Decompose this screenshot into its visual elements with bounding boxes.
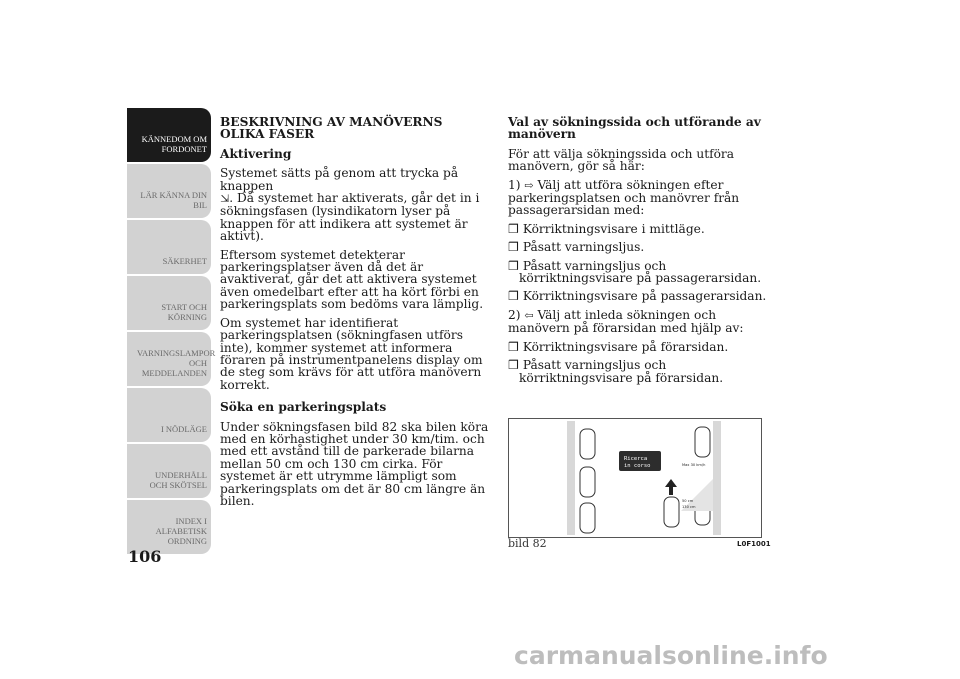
parking-illustration xyxy=(509,419,761,537)
section-heading: Val av sökningssida och utförande av manövern xyxy=(508,115,761,142)
checkbox-glyph: ❒ xyxy=(508,339,519,354)
figure-code: L0F1001 xyxy=(737,540,771,548)
display-line-2: in corso xyxy=(624,463,651,469)
park-assist-icon: ⇲ xyxy=(220,192,230,206)
chapter-sidebar xyxy=(127,108,216,556)
list-item xyxy=(508,359,778,384)
tab-underhall[interactable] xyxy=(127,444,211,498)
paragraph: Under sökningsfasen bild 82 ska bilen köra med en körhastighet under 30 km/tim. och med ett avstånd till de parkerade bilarna mellan 50 cm och 130 cm cirka. För systemet är ett utrymme lämpligt som parkeringsplats om det är 80 cm längre än bilen. xyxy=(220,419,489,508)
figure-caption: bild 82 xyxy=(508,537,547,550)
parked-car xyxy=(580,429,595,459)
tab-kannedom[interactable] xyxy=(127,108,211,162)
checkbox-glyph: ❒ xyxy=(508,240,519,255)
section-heading: BESKRIVNING AV MANÖVERNS OLIKA FASER xyxy=(220,115,443,142)
list-item xyxy=(508,290,778,302)
subheading-aktivering: Aktivering xyxy=(220,146,292,161)
parked-cars-left xyxy=(580,429,595,533)
step-1 xyxy=(508,179,778,217)
moving-car xyxy=(664,497,679,527)
list-item xyxy=(508,223,778,235)
figure-parking-search xyxy=(508,418,762,538)
tab-label: INDEX I ALFABETISK ORDNING xyxy=(155,516,207,546)
paragraph xyxy=(220,167,490,242)
direction-arrow-icon xyxy=(665,479,677,495)
list-item-text: Körriktningsvisare på förarsidan. xyxy=(522,339,729,354)
tab-sakerhet[interactable] xyxy=(127,220,211,274)
tab-label: SÄKERHET xyxy=(162,256,207,266)
paragraph: För att välja sökningssida och utföra manövern, gör så här: xyxy=(508,146,735,174)
list-item-text: Påsatt varningsljus och körriktningsvisare på förarsidan. xyxy=(519,358,724,385)
watermark: carmanualsonline.info xyxy=(514,641,828,670)
paragraph: Eftersom systemet detekterar parkeringsplatser även då det är avaktiverat, går det att aktivera systemet även omedelbart efter att ha kört förbi en parkeringsplats som bedöms vara lämplig. xyxy=(220,247,484,312)
list-item-text: Körriktningsvisare i mittläge. xyxy=(522,221,705,236)
list-item xyxy=(508,241,778,253)
turn-right-icon: ⇨ xyxy=(524,178,534,192)
distance-label-min: 50 cm xyxy=(682,499,694,503)
step-text: Välj att utföra sökningen efter parkeringsplatsen och manövrer från passagerarsidan med: xyxy=(508,177,740,218)
tab-nodlage[interactable] xyxy=(127,388,211,442)
step-2 xyxy=(508,309,778,335)
distance-label-max: 130 cm xyxy=(682,505,696,509)
checkbox-glyph: ❒ xyxy=(508,289,519,304)
curb-left xyxy=(567,421,575,535)
list-item-text: Körriktningsvisare på passagerarsidan. xyxy=(522,289,767,304)
paragraph-text: . Då systemet har aktiverats, går det in i sökningsfasen (lysindikatorn lyser på knappen för att indikera att systemet är aktivt). xyxy=(220,191,480,244)
tab-label: UNDERHÅLL OCH SKÖTSEL xyxy=(149,470,207,490)
list-item-text: Påsatt varningsljus och körriktningsvisare på passagerarsidan. xyxy=(519,258,762,286)
list-item-text: Påsatt varningsljus. xyxy=(522,240,645,255)
paragraph: Om systemet har identifierat parkeringsplatsen (sökningfasen utförs inte), kommer systemet att informera föraren på instrumentpanelens display om de steg som krävs för att utföra manövern korrekt. xyxy=(220,315,483,392)
list-item xyxy=(508,260,778,285)
curb-right xyxy=(713,421,721,535)
tab-label: I NÖDLÄGE xyxy=(160,424,207,434)
paragraph-text: Systemet sätts på genom att trycka på knappen xyxy=(220,166,459,193)
tab-label: KÄNNEDOM OM FORDONET xyxy=(141,134,207,154)
tab-start[interactable] xyxy=(127,276,211,330)
turn-left-icon: ⇦ xyxy=(524,308,534,322)
step-number: 1) xyxy=(508,177,521,192)
page-number: 106 xyxy=(128,547,162,566)
step-text: Välj att inleda sökningen och manövern på förarsidan med hjälp av: xyxy=(508,307,744,336)
subheading-soka: Söka en parkeringsplats xyxy=(220,400,387,415)
tab-label: LÄR KÄNNA DIN BIL xyxy=(140,190,207,210)
tab-label: START OCH KÖRNING xyxy=(161,302,207,322)
checkbox-glyph: ❒ xyxy=(508,358,519,373)
parked-car xyxy=(695,427,710,457)
tab-index[interactable] xyxy=(127,500,211,554)
left-column xyxy=(220,116,490,513)
tab-varningslampor[interactable] xyxy=(127,332,216,386)
step-number: 2) xyxy=(508,307,521,322)
parked-car xyxy=(580,503,595,533)
display-line-1: Ricerca xyxy=(624,456,648,462)
checkbox-glyph: ❒ xyxy=(508,221,519,236)
tab-lar-kanna[interactable] xyxy=(127,164,211,218)
parked-car xyxy=(580,467,595,497)
list-item xyxy=(508,341,778,353)
right-column xyxy=(508,116,778,390)
checkbox-glyph: ❒ xyxy=(508,258,519,273)
tab-label: VARNINGSLAMPOR OCH MEDDELANDEN xyxy=(137,348,216,378)
speed-label: Max 30 km/h xyxy=(682,463,706,467)
